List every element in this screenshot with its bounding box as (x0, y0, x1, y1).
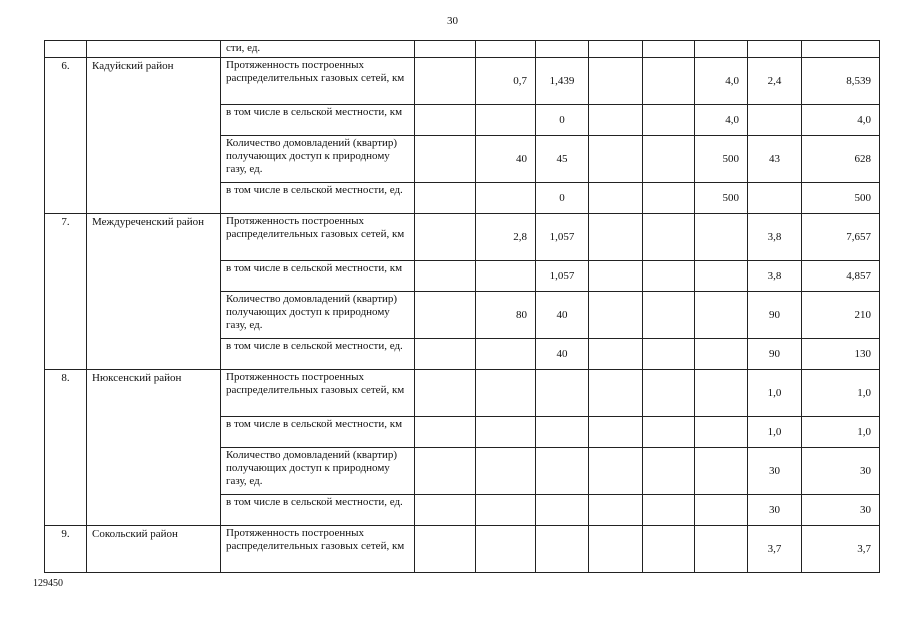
value-cell: 3,7 (748, 526, 802, 573)
value-cell (415, 417, 476, 448)
value-cell: 0 (536, 183, 589, 214)
value-cell (536, 526, 589, 573)
value-cell: 3,8 (748, 214, 802, 261)
value-cell (695, 261, 748, 292)
value-cell (695, 292, 748, 339)
value-cell (415, 183, 476, 214)
value-cell (476, 448, 536, 495)
value-cell: 30 (748, 495, 802, 526)
value-cell (695, 417, 748, 448)
value-cell (643, 105, 695, 136)
indicator-label: Протяженность построенных распределительных газовых сетей, км (221, 370, 415, 417)
value-cell (415, 292, 476, 339)
value-cell (536, 417, 589, 448)
indicator-label: в том числе в сельской местности, км (221, 105, 415, 136)
row-number: 7. (45, 214, 87, 370)
value-cell: 0,7 (476, 58, 536, 105)
value-cell: 45 (536, 136, 589, 183)
value-cell (643, 495, 695, 526)
value-cell: 7,657 (802, 214, 880, 261)
value-cell (589, 261, 643, 292)
document-code: 129450 (33, 578, 63, 589)
value-cell (415, 136, 476, 183)
value-cell (589, 448, 643, 495)
value-cell (589, 136, 643, 183)
district-name: Сокольский район (87, 526, 221, 573)
value-cell: 0 (536, 105, 589, 136)
value-cell: 40 (536, 339, 589, 370)
indicator-label: в том числе в сельской местности, ед. (221, 339, 415, 370)
value-cell (695, 526, 748, 573)
value-cell: 500 (695, 183, 748, 214)
continuation-row (45, 41, 880, 58)
value-cell (589, 339, 643, 370)
value-cell (643, 448, 695, 495)
row-number: 8. (45, 370, 87, 526)
value-cell: 40 (536, 292, 589, 339)
value-cell: 30 (748, 448, 802, 495)
row-number: 6. (45, 58, 87, 214)
value-cell: 2,8 (476, 214, 536, 261)
value-cell: 500 (802, 183, 880, 214)
indicator-label: Количество домовладений (квартир) получающих доступ к природному газу, ед. (221, 448, 415, 495)
value-cell (476, 526, 536, 573)
value-cell (415, 495, 476, 526)
district-name: Кадуйский район (87, 58, 221, 214)
value-cell (476, 261, 536, 292)
continuation-text: сти, ед. (221, 41, 415, 58)
value-cell (476, 105, 536, 136)
value-cell (536, 495, 589, 526)
value-cell (415, 370, 476, 417)
value-cell: 90 (748, 292, 802, 339)
value-cell (536, 370, 589, 417)
value-cell (536, 448, 589, 495)
value-cell: 1,057 (536, 214, 589, 261)
value-cell (415, 58, 476, 105)
value-cell (748, 105, 802, 136)
value-cell (589, 526, 643, 573)
value-cell (643, 292, 695, 339)
value-cell (643, 526, 695, 573)
value-cell (415, 448, 476, 495)
value-cell (695, 214, 748, 261)
value-cell (415, 339, 476, 370)
value-cell: 2,4 (748, 58, 802, 105)
value-cell (589, 58, 643, 105)
gas-network-table (44, 40, 880, 573)
value-cell: 43 (748, 136, 802, 183)
value-cell: 628 (802, 136, 880, 183)
value-cell: 130 (802, 339, 880, 370)
value-cell (589, 292, 643, 339)
value-cell (415, 526, 476, 573)
value-cell: 1,0 (802, 370, 880, 417)
value-cell (643, 214, 695, 261)
value-cell: 30 (802, 495, 880, 526)
value-cell (643, 136, 695, 183)
indicator-label: Количество домовладений (квартир) получающих доступ к природному газу, ед. (221, 292, 415, 339)
value-cell (476, 370, 536, 417)
district-cell (87, 41, 221, 58)
value-cell: 4,0 (802, 105, 880, 136)
value-cell: 80 (476, 292, 536, 339)
value-cell: 1,0 (748, 417, 802, 448)
value-cell: 90 (748, 339, 802, 370)
value-cell (589, 495, 643, 526)
table-row (45, 58, 880, 105)
indicator-label: в том числе в сельской местности, км (221, 417, 415, 448)
value-cell (415, 105, 476, 136)
indicator-label: Протяженность построенных распределительных газовых сетей, км (221, 526, 415, 573)
value-cell: 40 (476, 136, 536, 183)
number-cell (45, 41, 87, 58)
value-cell: 4,857 (802, 261, 880, 292)
district-name: Междуреченский район (87, 214, 221, 370)
value-cell: 1,0 (748, 370, 802, 417)
value-cell: 4,0 (695, 105, 748, 136)
value-cell (695, 495, 748, 526)
value-cell (643, 339, 695, 370)
value-cell (643, 417, 695, 448)
table-row (45, 214, 880, 261)
value-cell: 1,057 (536, 261, 589, 292)
value-cell (643, 58, 695, 105)
value-cell: 1,439 (536, 58, 589, 105)
value-cell (695, 448, 748, 495)
value-cell: 500 (695, 136, 748, 183)
indicator-label: в том числе в сельской местности, км (221, 261, 415, 292)
indicator-label: в том числе в сельской местности, ед. (221, 183, 415, 214)
value-cell (643, 370, 695, 417)
value-cell (695, 370, 748, 417)
indicator-label: Протяженность построенных распределительных газовых сетей, км (221, 214, 415, 261)
table-row (45, 526, 880, 573)
value-cell (415, 214, 476, 261)
indicator-label: Количество домовладений (квартир) получающих доступ к природному газу, ед. (221, 136, 415, 183)
value-cell (589, 105, 643, 136)
value-cell (589, 370, 643, 417)
value-cell (589, 183, 643, 214)
value-cell (476, 183, 536, 214)
value-cell: 30 (802, 448, 880, 495)
value-cell: 8,539 (802, 58, 880, 105)
value-cell (415, 261, 476, 292)
value-cell (589, 214, 643, 261)
value-cell (476, 339, 536, 370)
value-cell (476, 417, 536, 448)
value-cell (643, 261, 695, 292)
value-cell: 3,8 (748, 261, 802, 292)
value-cell (589, 417, 643, 448)
district-name: Нюксенский район (87, 370, 221, 526)
value-cell (695, 339, 748, 370)
table-body (45, 41, 880, 573)
value-cell: 1,0 (802, 417, 880, 448)
indicator-label: Протяженность построенных распределительных газовых сетей, км (221, 58, 415, 105)
value-cell (748, 183, 802, 214)
value-cell (476, 495, 536, 526)
value-cell (643, 183, 695, 214)
value-cell: 3,7 (802, 526, 880, 573)
value-cell: 4,0 (695, 58, 748, 105)
indicator-label: в том числе в сельской местности, ед. (221, 495, 415, 526)
table-row (45, 370, 880, 417)
page-number: 30 (447, 15, 458, 27)
row-number: 9. (45, 526, 87, 573)
value-cell: 210 (802, 292, 880, 339)
